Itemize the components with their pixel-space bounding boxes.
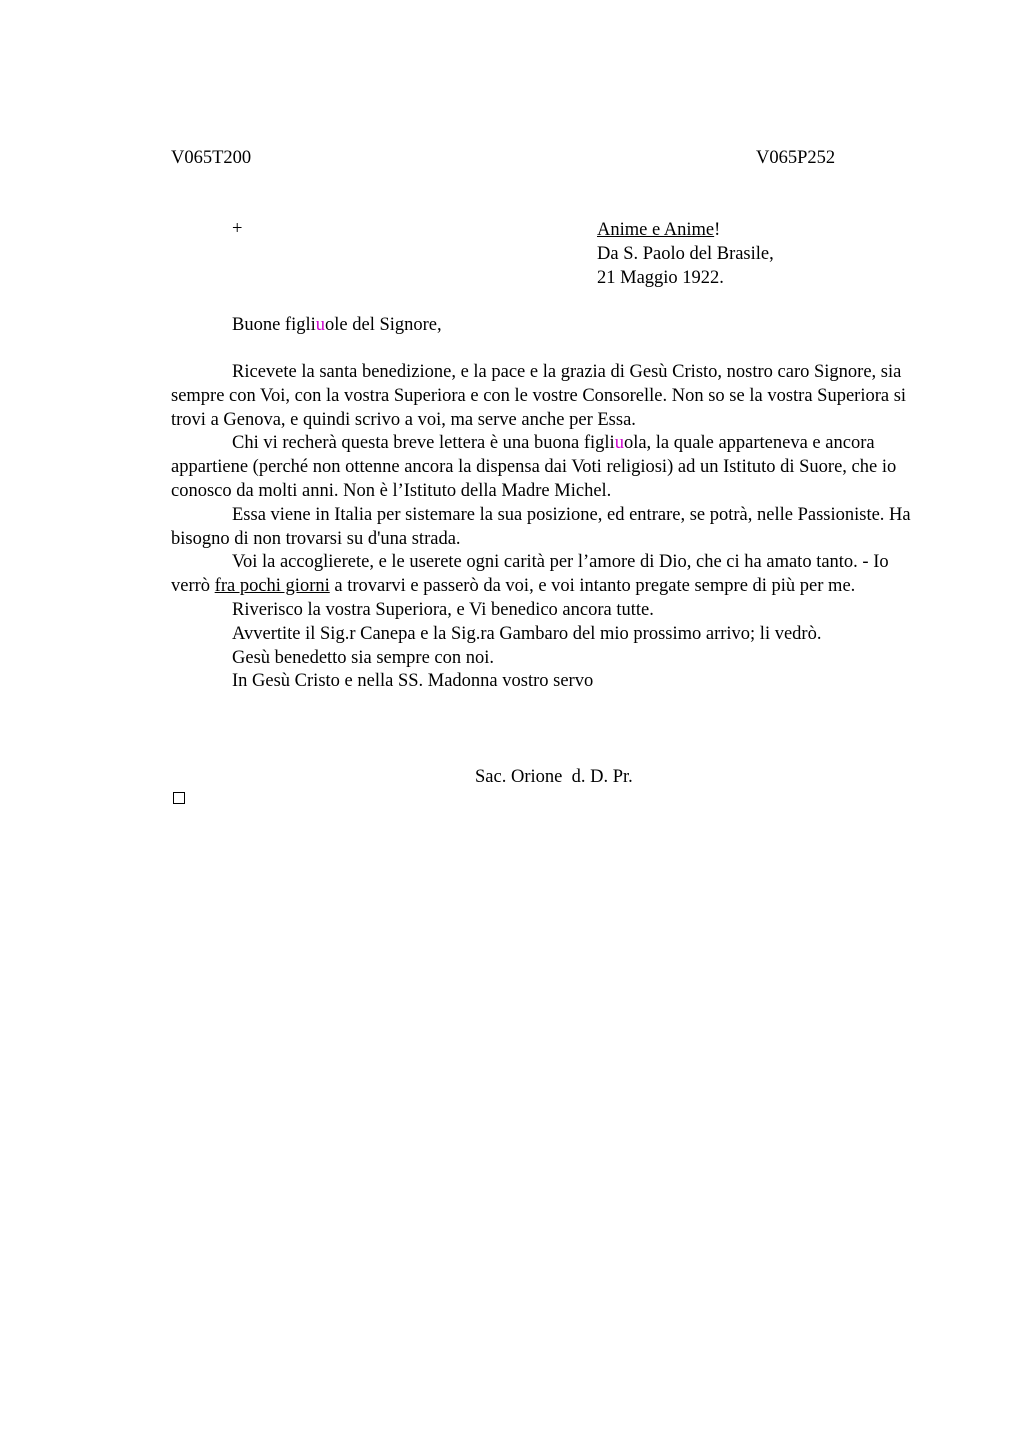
paragraph-4-before: Voi la accoglierete, e le userete ogni carità per l’amore di Dio, che ci ha amato tanto. - Io verrò [171,552,889,597]
end-box-icon [173,792,185,804]
paragraph-1: Ricevete la santa benedizione, e la pace e la grazia di Gesù Cristo, nostro caro Signore, sia sempre con Voi, con la vostra Superiora e con le vostre Consorelle. Non so se la vostra Superiora si trovi a Genova, e quindi scrivo a voi, ma serve anche per Essa. [171,362,907,430]
header-left-code: V065T200 [171,148,252,168]
paragraph-8: In Gesù Cristo e nella SS. Madonna vostro servo [232,671,594,692]
paragraph-2-after: ola, la quale apparteneva e ancora appartiene (perché non ottenne ancora la dispensa dai Voti religiosi) ad un Istituto di Suore, che io conosco da molti anni. Non è l’Istituto della Madre Michel. [171,433,897,501]
salutation-after: ole del Signore, [325,315,442,335]
salutation-before: Buone figli [232,315,316,335]
salutation [232,313,442,337]
paragraph-5: Riverisco la vostra Superiora, e Vi benedico ancora tutte. [232,599,654,620]
paragraph-2-before: Chi vi recherà questa breve lettera è una buona figli [232,433,615,454]
paragraph-3: Essa viene in Italia per sistemare la sua posizione, ed entrare, se potrà, nelle Passioniste. Ha bisogno di non trovarsi su d'una strada. [171,504,911,549]
cross-mark: + [232,219,243,239]
signature: Sac. Orione d. D. Pr. [475,767,633,787]
motto-underlined: Anime e Anime [597,220,715,240]
letter-body [171,361,925,694]
header-right-code: V065P252 [756,148,836,168]
motto-tail: ! [714,220,721,240]
place-line: Da S. Paolo del Brasile, [597,244,774,264]
paragraph-6: Avvertite il Sig.r Canepa e la Sig.ra Gambaro del mio prossimo arrivo; li vedrò. [232,623,822,644]
date-line: 21 Maggio 1922. [597,268,724,288]
paragraph-4 [171,551,925,599]
paragraph-4-underlined: fra pochi giorni [214,576,330,597]
paragraph-2-highlight: u [614,433,624,454]
paragraph-4-after: a trovarvi e passerò da voi, e voi intanto pregate sempre di più per me. [329,576,856,597]
paragraph-7: Gesù benedetto sia sempre con noi. [232,647,495,668]
motto [597,218,720,242]
paragraph-2 [171,432,925,503]
salutation-highlight: u [315,315,326,335]
